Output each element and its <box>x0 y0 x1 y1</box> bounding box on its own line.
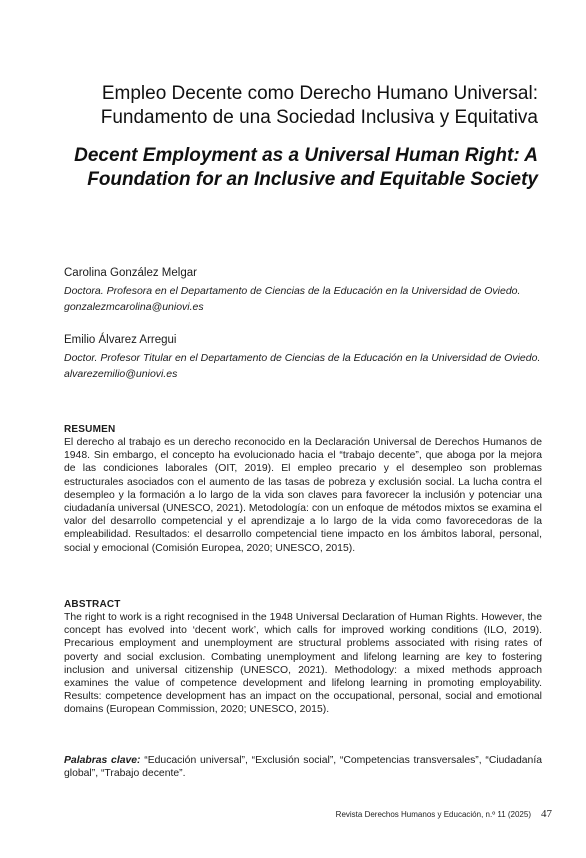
journal-citation: Revista Derechos Humanos y Educación, n.º 11 (2025) <box>335 810 531 819</box>
author-block-1 <box>64 265 544 315</box>
title-spanish <box>38 82 538 130</box>
author-affiliation: Doctor. Profesor Titular en el Departamento de Ciencias de la Educación en la Universidad de Oviedo. alvarezemilio@uniovi.es <box>64 352 541 380</box>
author-name: Emilio Álvarez Arregui <box>64 334 177 346</box>
title-english-line-2: Foundation for an Inclusive and Equitable Society <box>87 169 538 190</box>
page-footer <box>336 808 552 820</box>
keywords-paragraph <box>64 754 542 780</box>
title-english <box>18 144 538 192</box>
keywords-text: “Educación universal”, “Exclusión social”, “Competencias transversales”, “Ciudadanía global”, “Trabajo decente”. <box>64 755 542 780</box>
title-spanish-line-1: Empleo Decente como Derecho Humano Universal: <box>101 83 538 104</box>
author-name: Carolina González Melgar <box>64 267 197 279</box>
abstract-body: The right to work is a right recognised in the 1948 Universal Declaration of Human Rights. However, the concept has evolved into ‘decent work’, which calls for improved working conditions (ILO, 2019). Precarious employment and unemployment are structural problems associated with rising rates of poverty and social exclusion. Combating unemployment and lifelong learning are key to fostering inclusion and universal citizenship (UNESCO, 2021). Methodology: a mixed methods approach examines the value of competence development and lifelong learning in promoting employability. Results: competence development has an impact on the occupational, personal, social and emotional domains (European Commission, 2020; UNESCO, 2015). <box>64 612 542 716</box>
resumen-heading: RESUMEN <box>64 424 116 435</box>
author-affiliation: Doctora. Profesora en el Departamento de Ciencias de la Educación en la Universidad de Oviedo. gonzalezmcarolina@uniovi.es <box>64 285 521 313</box>
title-spanish-line-2: Fundamento de una Sociedad Inclusiva y Equitativa <box>100 107 538 128</box>
resumen-section <box>64 423 542 555</box>
abstract-heading: ABSTRACT <box>64 599 121 610</box>
title-english-line-1: Decent Employment as a Universal Human Right: A <box>74 145 538 166</box>
abstract-section <box>64 598 542 717</box>
resumen-body: El derecho al trabajo es un derecho reconocido en la Declaración Universal de Derechos Humanos de 1948. Sin embargo, el concepto ha evolucionado hacia el “trabajo decente”, que aboga por la mejora de las condiciones laborales (OIT, 2019). El empleo precario y el desempleo son problemas estructurales asociados con el aumento de las tasas de pobreza y exclusión social. La lucha contra el desempleo y la formación a lo largo de la vida son claves para favorecer la inclusión y potenciar una ciudadanía universal (UNESCO, 2021). Metodología: con un enfoque de métodos mixtos se examina el valor del desarrollo competencial y el aprendizaje a lo largo de la vida como favorecedoras de la empleabilidad. Resultados: el desarrollo competencial tiene impacto en los ámbitos laboral, personal, social y emocional (Comisión Europea, 2020; UNESCO, 2015). <box>64 437 542 554</box>
keywords-label: Palabras clave: <box>64 755 141 766</box>
author-block-2 <box>64 332 544 382</box>
page-number: 47 <box>541 808 552 820</box>
